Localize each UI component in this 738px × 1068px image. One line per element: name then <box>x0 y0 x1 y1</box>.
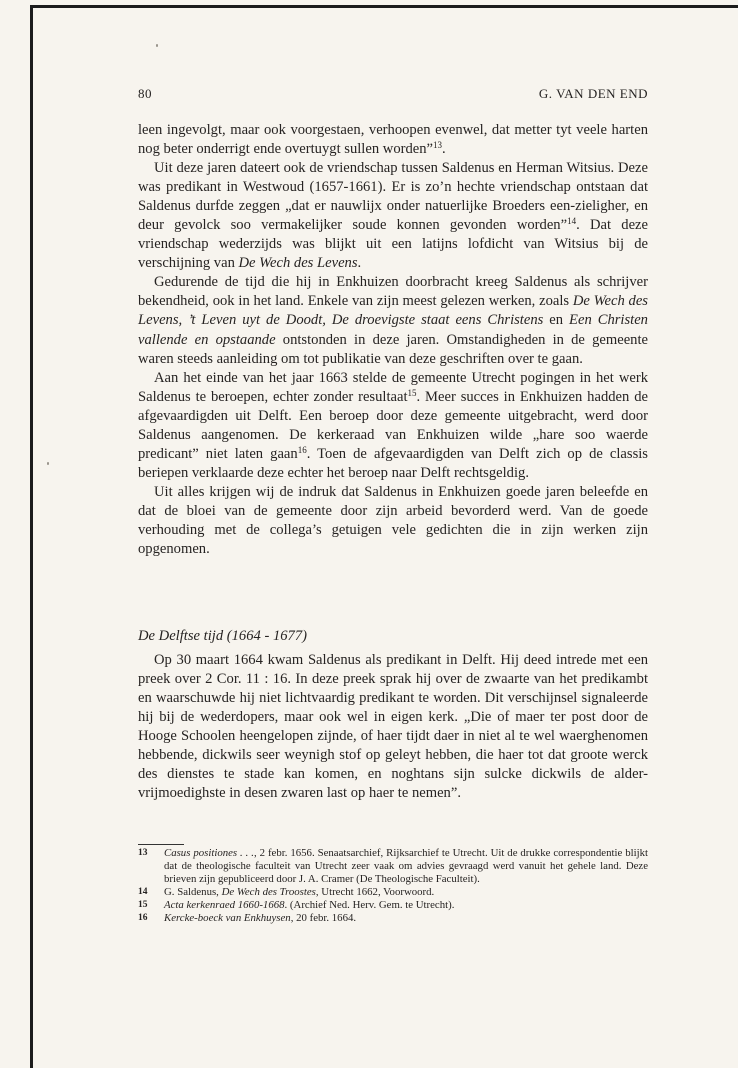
paragraph-text: Gedurende de tijd die hij in Enkhuizen doorbracht kreeg Saldenus als schrijver bekendheid, ook in het land. Enkele van zijn meest gelezen werken, zoals <box>138 274 648 310</box>
scan-edge-left <box>30 5 33 1068</box>
book-titles: De Wech des Levens, ’t Leven uyt de Doodt, De droevigste staat eens Christens <box>138 293 648 329</box>
paragraph-text: . Toen de afgevaardigden van Delft zich op de classis beriepen verklaarde deze echter het beroep naar Delft rechtsgeldig. <box>138 445 648 481</box>
dust-speck <box>47 462 49 465</box>
footnote <box>138 899 648 912</box>
paragraph-4 <box>138 369 648 483</box>
footnote-text: , Utrecht 1662, Voorwoord. <box>315 885 435 898</box>
footnote <box>138 912 648 925</box>
footnotes <box>138 847 648 924</box>
book-title: Een Christen vallende en opstaande <box>138 312 648 348</box>
footnote-title: De Wech des Troostes <box>221 885 316 898</box>
footnote-title: Casus positiones . . . <box>164 847 254 859</box>
paragraph-text: . Dat deze vriendschap wederzijds was blijkt uit een latijns lofdicht van Witsius bij de verschijning van <box>138 217 648 272</box>
footnote-text: , 2 febr. 1656. Senaatsarchief, Rijksarchief te Utrecht. Uit de drukke correspondentie blijkt dat de theologische faculteit van Utrecht zeer vaak om advies gevraagd werd vanuit het gehele land. Deze brieven zijn gepubliceerd door J. A. Cramer (De Theologische Faculteit). <box>164 847 648 885</box>
paragraph-text: Aan het einde van het jaar 1663 stelde de gemeente Utrecht pogingen in het werk Saldenus te beroepen, echter zonder resultaat <box>138 369 648 405</box>
paragraph-text: . <box>357 255 362 272</box>
paragraph-text: en <box>543 312 570 329</box>
paragraph-text: ontstonden in deze jaren. Omstandigheden in de gemeente waren steeds aanleiding om tot publikatie van deze geschriften over te gaan. <box>138 331 649 367</box>
dust-speck <box>156 44 158 47</box>
paragraph-text: . Meer succes in Enkhuizen hadden de afgevaardigden uit Delft. Een beroep door deze gemeente uitgebracht, werd door Saldenus aangenomen. De kerkeraad van Enkhuizen wilde „hare soo waerde predicant” niet laten gaan <box>138 388 648 462</box>
footnote-ref: 16 <box>297 444 307 455</box>
footnote-number: 16 <box>138 912 148 923</box>
scan-edge-top <box>30 5 738 8</box>
paragraph-1 <box>138 121 648 159</box>
paragraph-text: leen ingevolgt, maar ook voorgestaen, verhoopen evenwel, dat metter tyt veele harten nog beter onderrigt ende overtuygt sullen worden” <box>138 122 648 158</box>
section-heading: De Delftse tijd (1664 - 1677) <box>138 628 308 644</box>
paragraph-text: Uit deze jaren dateert ook de vriendschap tussen Saldenus en Herman Witsius. Deze was predikant in Westwoud (1657-1661). Er is zo’n hechte vriendschap ontstaan dat Saldenus durfde zeggen „dat er nauwlijx onder natuerlijke Broeders een-zieligher, en deur gevolck soo vermakelijker soude konnen gevonden worden” <box>138 160 648 234</box>
body-text <box>138 121 648 559</box>
footnote <box>138 886 648 899</box>
footnote-text: G. Saldenus, <box>164 885 222 898</box>
footnote-number: 15 <box>138 899 148 910</box>
footnote-ref: 14 <box>567 216 577 227</box>
footnote <box>138 847 648 886</box>
paragraph-6: Op 30 maart 1664 kwam Saldenus als predikant in Delft. Hij deed intrede met een preek over 2 Cor. 11 : 16. In deze preek sprak hij over de zwaarte van het predikambt en waarschuwde hij niet lichtvaardig predikant te worden. Dit verschijnsel signaleerde hij bij de wederdopers, maar ook wel in eigen kerk. „Die of maer ter post door de Hooge Schoolen heengelopen zijnde, of haer tijdt daer in niet al te wel waerghenomen hebbende, dickwils seer weynigh stof op geleyt hebben, die haer tot dat groote werck des dienstes te stade kan komen, en noghtans sijn sulcke dickwils de alder-vrijmoedighste in desen zwaren last op haer te nemen”. <box>138 652 648 802</box>
footnote-title: Kercke-boeck van Enkhuysen <box>164 911 291 924</box>
footnote-divider <box>138 844 184 845</box>
running-head: G. VAN DEN END <box>538 86 648 101</box>
footnote-ref: 15 <box>407 387 417 398</box>
paragraph-5: Uit alles krijgen wij de indruk dat Saldenus in Enkhuizen goede jaren beleefde en dat de bloei van de gemeente door zijn arbeid bevorderd werd. Van de goede verhouding met de collega’s getuigen vele gedichten die in zijn werken zijn opgenomen. <box>138 483 648 558</box>
paragraph-2 <box>138 159 648 273</box>
footnote-text: . (Archief Ned. Herv. Gem. te Utrecht). <box>284 898 455 911</box>
footnote-title: Acta kerkenraed 1660-1668 <box>164 898 285 911</box>
footnote-number: 13 <box>138 848 148 858</box>
footnote-ref: 13 <box>433 140 443 151</box>
footnote-text: , 20 febr. 1664. <box>290 911 357 924</box>
book-title: De Wech des Levens <box>238 255 358 272</box>
paragraph-text: . <box>442 141 446 158</box>
paragraph-3 <box>138 273 648 368</box>
page-number: 80 <box>138 86 152 101</box>
section-body <box>138 651 648 803</box>
footnote-number: 14 <box>138 886 148 897</box>
